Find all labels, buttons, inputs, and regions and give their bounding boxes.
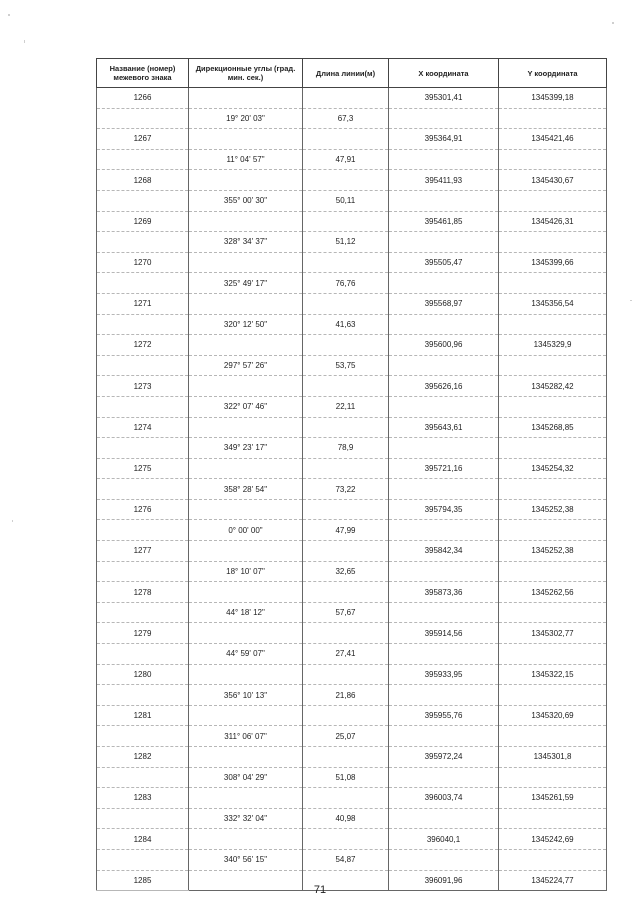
line-length-cell: 21,86 <box>303 685 389 706</box>
segment-row <box>97 602 607 623</box>
marker-row <box>97 252 607 273</box>
marker-name-cell <box>97 561 189 582</box>
marker-name-cell: 1285 <box>97 870 189 891</box>
line-length-cell: 51,08 <box>303 767 389 788</box>
marker-name-cell: 1284 <box>97 829 189 850</box>
segment-row <box>97 767 607 788</box>
segment-row <box>97 149 607 170</box>
x-coordinate-cell: 395794,35 <box>389 499 499 520</box>
x-coordinate-cell: 395626,16 <box>389 376 499 397</box>
bearing-angle-cell: 0° 00' 00" <box>189 520 303 541</box>
x-coordinate-cell: 395955,76 <box>389 705 499 726</box>
line-length-cell <box>303 705 389 726</box>
y-coordinate-cell: 1345329,9 <box>499 335 607 356</box>
marker-name-cell <box>97 726 189 747</box>
marker-name-cell: 1277 <box>97 541 189 562</box>
bearing-angle-cell: 18° 10' 07" <box>189 561 303 582</box>
y-coordinate-cell: 1345261,59 <box>499 788 607 809</box>
bearing-angle-cell: 44° 18' 12" <box>189 602 303 623</box>
bearing-angle-cell: 11° 04' 57" <box>189 149 303 170</box>
bearing-angle-cell <box>189 129 303 150</box>
marker-name-cell <box>97 808 189 829</box>
marker-name-cell: 1266 <box>97 88 189 109</box>
x-coordinate-cell <box>389 232 499 253</box>
marker-name-cell <box>97 644 189 665</box>
marker-row <box>97 335 607 356</box>
y-coordinate-cell <box>499 438 607 459</box>
y-coordinate-cell <box>499 396 607 417</box>
marker-name-cell <box>97 602 189 623</box>
y-coordinate-cell <box>499 644 607 665</box>
line-length-cell <box>303 376 389 397</box>
bearing-angle-cell <box>189 335 303 356</box>
bearing-angle-cell <box>189 88 303 109</box>
line-length-cell <box>303 623 389 644</box>
y-coordinate-cell: 1345399,66 <box>499 252 607 273</box>
marker-name-cell <box>97 190 189 211</box>
marker-name-cell: 1273 <box>97 376 189 397</box>
line-length-cell: 53,75 <box>303 355 389 376</box>
bearing-angle-cell: 328° 34' 37" <box>189 232 303 253</box>
bearing-angle-cell: 355° 00' 30" <box>189 190 303 211</box>
x-coordinate-cell <box>389 108 499 129</box>
line-length-cell: 67,3 <box>303 108 389 129</box>
segment-row <box>97 232 607 253</box>
bearing-angle-cell <box>189 541 303 562</box>
line-length-cell: 57,67 <box>303 602 389 623</box>
bearing-angle-cell: 340° 56' 15" <box>189 849 303 870</box>
marker-name-cell <box>97 273 189 294</box>
marker-name-cell: 1278 <box>97 582 189 603</box>
scan-speck <box>12 520 13 522</box>
header-marker-name: Название (номер) межевого знака <box>97 59 189 88</box>
x-coordinate-cell <box>389 355 499 376</box>
y-coordinate-cell: 1345242,69 <box>499 829 607 850</box>
header-line-length: Длина линии(м) <box>303 59 389 88</box>
y-coordinate-cell: 1345252,38 <box>499 541 607 562</box>
segment-row <box>97 314 607 335</box>
marker-name-cell: 1280 <box>97 664 189 685</box>
x-coordinate-cell: 395505,47 <box>389 252 499 273</box>
marker-name-cell: 1268 <box>97 170 189 191</box>
segment-row <box>97 726 607 747</box>
table-header-row <box>97 59 607 88</box>
bearing-angle-cell <box>189 458 303 479</box>
line-length-cell: 40,98 <box>303 808 389 829</box>
line-length-cell <box>303 293 389 314</box>
y-coordinate-cell: 1345302,77 <box>499 623 607 644</box>
y-coordinate-cell: 1345356,54 <box>499 293 607 314</box>
bearing-angle-cell: 325° 49' 17" <box>189 273 303 294</box>
y-coordinate-cell <box>499 726 607 747</box>
segment-row <box>97 849 607 870</box>
x-coordinate-cell <box>389 520 499 541</box>
header-y-coordinate: Y координата <box>499 59 607 88</box>
segment-row <box>97 355 607 376</box>
line-length-cell <box>303 335 389 356</box>
table-body <box>97 88 607 891</box>
marker-row <box>97 458 607 479</box>
x-coordinate-cell <box>389 190 499 211</box>
bearing-angle-cell: 311° 06' 07" <box>189 726 303 747</box>
y-coordinate-cell <box>499 849 607 870</box>
marker-row <box>97 788 607 809</box>
y-coordinate-cell: 1345224,77 <box>499 870 607 891</box>
line-length-cell <box>303 829 389 850</box>
y-coordinate-cell <box>499 561 607 582</box>
marker-row <box>97 705 607 726</box>
line-length-cell: 47,99 <box>303 520 389 541</box>
x-coordinate-cell: 395721,16 <box>389 458 499 479</box>
line-length-cell <box>303 417 389 438</box>
x-coordinate-cell: 396091,96 <box>389 870 499 891</box>
bearing-angle-cell <box>189 623 303 644</box>
bearing-angle-cell: 349° 23' 17" <box>189 438 303 459</box>
marker-name-cell <box>97 849 189 870</box>
bearing-angle-cell: 297° 57' 26" <box>189 355 303 376</box>
header-x-coordinate: X координата <box>389 59 499 88</box>
bearing-angle-cell: 356° 10' 13" <box>189 685 303 706</box>
x-coordinate-cell <box>389 438 499 459</box>
bearing-angle-cell <box>189 252 303 273</box>
bearing-angle-cell <box>189 211 303 232</box>
line-length-cell <box>303 88 389 109</box>
line-length-cell: 78,9 <box>303 438 389 459</box>
marker-name-cell <box>97 767 189 788</box>
scan-speck <box>612 22 614 24</box>
bearing-angle-cell <box>189 170 303 191</box>
bearing-angle-cell <box>189 417 303 438</box>
line-length-cell: 51,12 <box>303 232 389 253</box>
x-coordinate-cell <box>389 808 499 829</box>
line-length-cell: 27,41 <box>303 644 389 665</box>
marker-row <box>97 499 607 520</box>
bearing-angle-cell: 358° 28' 54" <box>189 479 303 500</box>
page-number: 71 <box>313 884 327 896</box>
segment-row <box>97 808 607 829</box>
x-coordinate-cell <box>389 767 499 788</box>
y-coordinate-cell: 1345426,31 <box>499 211 607 232</box>
line-length-cell: 25,07 <box>303 726 389 747</box>
marker-row <box>97 211 607 232</box>
x-coordinate-cell <box>389 396 499 417</box>
x-coordinate-cell: 395461,85 <box>389 211 499 232</box>
y-coordinate-cell <box>499 685 607 706</box>
segment-row <box>97 438 607 459</box>
bearing-angle-cell <box>189 829 303 850</box>
x-coordinate-cell <box>389 479 499 500</box>
y-coordinate-cell: 1345322,15 <box>499 664 607 685</box>
marker-name-cell: 1281 <box>97 705 189 726</box>
x-coordinate-cell: 395411,93 <box>389 170 499 191</box>
marker-row <box>97 129 607 150</box>
line-length-cell: 76,76 <box>303 273 389 294</box>
marker-row <box>97 582 607 603</box>
y-coordinate-cell <box>499 190 607 211</box>
y-coordinate-cell <box>499 479 607 500</box>
marker-name-cell: 1267 <box>97 129 189 150</box>
x-coordinate-cell <box>389 561 499 582</box>
line-length-cell: 47,91 <box>303 149 389 170</box>
line-length-cell <box>303 170 389 191</box>
line-length-cell <box>303 788 389 809</box>
marker-row <box>97 170 607 191</box>
bearing-angle-cell: 44° 59' 07" <box>189 644 303 665</box>
marker-name-cell: 1279 <box>97 623 189 644</box>
y-coordinate-cell: 1345301,8 <box>499 747 607 768</box>
x-coordinate-cell: 395914,56 <box>389 623 499 644</box>
line-length-cell: 41,63 <box>303 314 389 335</box>
bearing-angle-cell <box>189 376 303 397</box>
marker-row <box>97 829 607 850</box>
marker-name-cell: 1270 <box>97 252 189 273</box>
bearing-angle-cell <box>189 499 303 520</box>
y-coordinate-cell: 1345421,46 <box>499 129 607 150</box>
line-length-cell: 73,22 <box>303 479 389 500</box>
line-length-cell <box>303 252 389 273</box>
bearing-angle-cell <box>189 293 303 314</box>
line-length-cell <box>303 664 389 685</box>
y-coordinate-cell <box>499 767 607 788</box>
marker-row <box>97 417 607 438</box>
marker-name-cell <box>97 149 189 170</box>
line-length-cell <box>303 747 389 768</box>
line-length-cell <box>303 541 389 562</box>
marker-name-cell: 1283 <box>97 788 189 809</box>
y-coordinate-cell <box>499 232 607 253</box>
marker-row <box>97 664 607 685</box>
marker-row <box>97 293 607 314</box>
segment-row <box>97 108 607 129</box>
segment-row <box>97 273 607 294</box>
line-length-cell: 50,11 <box>303 190 389 211</box>
y-coordinate-cell: 1345430,67 <box>499 170 607 191</box>
bearing-angle-cell: 320° 12' 50" <box>189 314 303 335</box>
segment-row <box>97 520 607 541</box>
scan-speck <box>8 14 10 16</box>
x-coordinate-cell <box>389 849 499 870</box>
bearing-angle-cell <box>189 582 303 603</box>
x-coordinate-cell: 396003,74 <box>389 788 499 809</box>
line-length-cell: 54,87 <box>303 849 389 870</box>
y-coordinate-cell <box>499 108 607 129</box>
x-coordinate-cell: 395873,36 <box>389 582 499 603</box>
marker-name-cell: 1271 <box>97 293 189 314</box>
x-coordinate-cell: 395643,61 <box>389 417 499 438</box>
marker-name-cell: 1274 <box>97 417 189 438</box>
x-coordinate-cell: 395364,91 <box>389 129 499 150</box>
x-coordinate-cell: 395933,95 <box>389 664 499 685</box>
x-coordinate-cell: 395972,24 <box>389 747 499 768</box>
marker-name-cell: 1282 <box>97 747 189 768</box>
bearing-angle-cell <box>189 747 303 768</box>
bearing-angle-cell <box>189 705 303 726</box>
y-coordinate-cell: 1345282,42 <box>499 376 607 397</box>
line-length-cell <box>303 211 389 232</box>
marker-row <box>97 623 607 644</box>
x-coordinate-cell: 395600,96 <box>389 335 499 356</box>
y-coordinate-cell: 1345268,85 <box>499 417 607 438</box>
y-coordinate-cell: 1345320,69 <box>499 705 607 726</box>
marker-row <box>97 88 607 109</box>
marker-row <box>97 747 607 768</box>
x-coordinate-cell <box>389 685 499 706</box>
y-coordinate-cell <box>499 520 607 541</box>
marker-name-cell <box>97 396 189 417</box>
y-coordinate-cell: 1345262,56 <box>499 582 607 603</box>
x-coordinate-cell <box>389 149 499 170</box>
scan-speck <box>24 40 25 43</box>
y-coordinate-cell <box>499 355 607 376</box>
marker-name-cell <box>97 479 189 500</box>
bearing-angle-cell: 332° 32' 04" <box>189 808 303 829</box>
segment-row <box>97 685 607 706</box>
marker-name-cell: 1275 <box>97 458 189 479</box>
header-bearing-angle: Дирекционные углы (град. мин. сек.) <box>189 59 303 88</box>
marker-name-cell <box>97 520 189 541</box>
x-coordinate-cell <box>389 644 499 665</box>
bearing-angle-cell: 308° 04' 29" <box>189 767 303 788</box>
segment-row <box>97 479 607 500</box>
line-length-cell <box>303 582 389 603</box>
x-coordinate-cell: 396040,1 <box>389 829 499 850</box>
y-coordinate-cell <box>499 273 607 294</box>
segment-row <box>97 644 607 665</box>
segment-row <box>97 190 607 211</box>
marker-row <box>97 541 607 562</box>
marker-name-cell <box>97 355 189 376</box>
y-coordinate-cell: 1345399,18 <box>499 88 607 109</box>
line-length-cell <box>303 499 389 520</box>
line-length-cell <box>303 458 389 479</box>
line-length-cell: 22,11 <box>303 396 389 417</box>
marker-name-cell <box>97 314 189 335</box>
marker-name-cell: 1272 <box>97 335 189 356</box>
marker-name-cell <box>97 232 189 253</box>
line-length-cell <box>303 129 389 150</box>
x-coordinate-cell: 395842,34 <box>389 541 499 562</box>
y-coordinate-cell <box>499 149 607 170</box>
x-coordinate-cell <box>389 602 499 623</box>
marker-name-cell <box>97 685 189 706</box>
scan-speck <box>630 300 632 301</box>
y-coordinate-cell <box>499 314 607 335</box>
marker-name-cell: 1269 <box>97 211 189 232</box>
bearing-angle-cell <box>189 788 303 809</box>
segment-row <box>97 396 607 417</box>
bearing-angle-cell: 19° 20' 03" <box>189 108 303 129</box>
x-coordinate-cell: 395301,41 <box>389 88 499 109</box>
segment-row <box>97 561 607 582</box>
boundary-coordinates-table <box>96 58 607 891</box>
y-coordinate-cell <box>499 808 607 829</box>
marker-row <box>97 376 607 397</box>
marker-name-cell: 1276 <box>97 499 189 520</box>
y-coordinate-cell: 1345254,32 <box>499 458 607 479</box>
bearing-angle-cell <box>189 664 303 685</box>
y-coordinate-cell: 1345252,38 <box>499 499 607 520</box>
bearing-angle-cell: 322° 07' 46" <box>189 396 303 417</box>
y-coordinate-cell <box>499 602 607 623</box>
line-length-cell: 32,65 <box>303 561 389 582</box>
x-coordinate-cell <box>389 273 499 294</box>
x-coordinate-cell: 395568,97 <box>389 293 499 314</box>
marker-name-cell <box>97 108 189 129</box>
x-coordinate-cell <box>389 314 499 335</box>
marker-name-cell <box>97 438 189 459</box>
x-coordinate-cell <box>389 726 499 747</box>
